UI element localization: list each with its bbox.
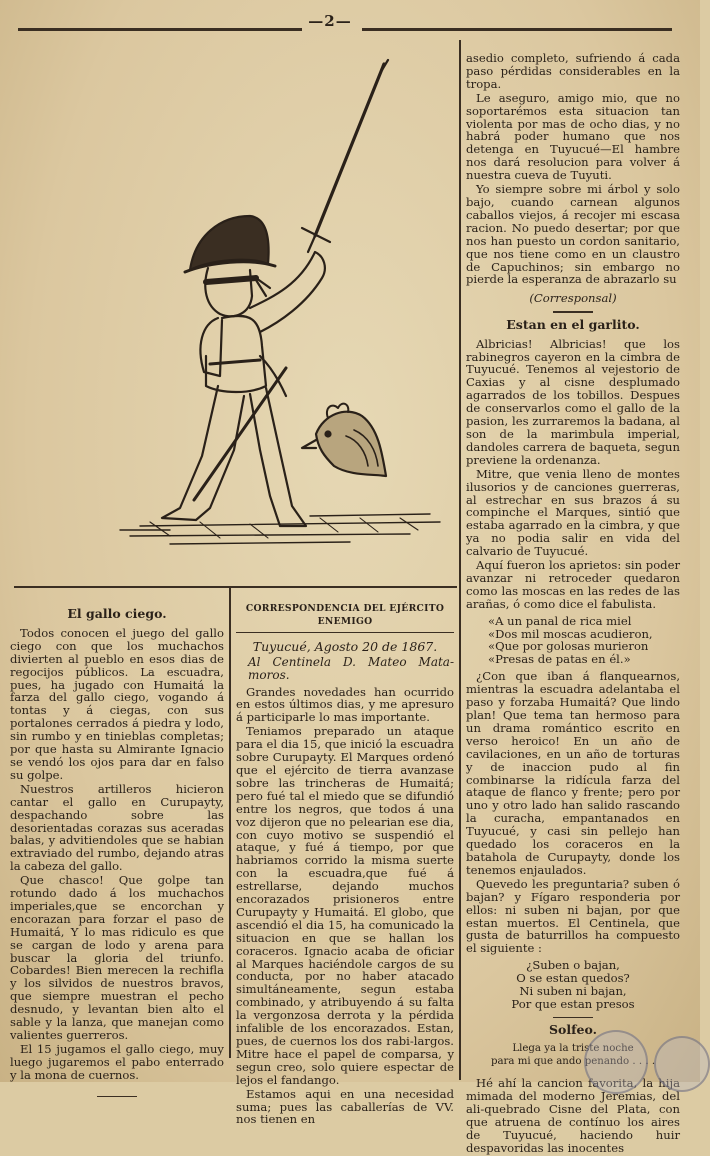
solfeo-verse	[466, 1043, 680, 1069]
verse-line: «Que por golosas murieron	[488, 639, 649, 654]
gallo-paragraph: Todos conocen el juego del gallo ciego con que los muchachos divierten al pueblo en esos dias de regocijos públicos. La escuadra, pues, ha jugado con Humaitá la farza del gallo ciego, vogando á tontas y á ciegas, con sus portalones cerrados á piedra y lodo, sin rumbo y en tinieblas completas; por que hasta su Almirante Ignacio se vendó los ojos para dar en falso su golpe.	[10, 625, 224, 782]
top-rule-left	[18, 28, 302, 31]
verse-line: «Presas de patas en él.»	[488, 652, 631, 667]
right-column-divider	[459, 40, 461, 1080]
left-leg	[162, 386, 244, 520]
verse-line: ¿Suben o bajan,	[526, 958, 620, 973]
solfeo-paragraph: Hé ahí la cancion favorita, la hija mimada del moderno Jeremias, del ali-quebrado Cisne del Plata, con que atruena de contínuo los aires de Tuyucué, haciendo huir despavoridas las inocentes	[466, 1076, 680, 1155]
right-column	[466, 52, 680, 1156]
gallo-paragraph: El 15 jugamos el gallo ciego, muy luego jugaremos el pabo enterrado y la mona de cuernos.	[10, 1041, 224, 1082]
garlito-heading: Estan en el garlito.	[506, 316, 640, 332]
verse-line: O se estan quedos?	[516, 971, 630, 986]
page-number: —2—	[308, 12, 352, 30]
lower-column-divider	[229, 588, 231, 1058]
closing-rule	[97, 1096, 137, 1098]
section-rule	[553, 311, 593, 313]
baturrillo-verse	[466, 959, 680, 1011]
verse-line: Por que estan presos	[511, 996, 635, 1011]
continuation-paragraph: Yo siempre sobre mi árbol y solo bajo, cuando carnean algunos caballos viejos, á recojer mi escasa racion. No puedo desertar; por que nos han puesto un cordon sanitario, que nos tiene como en un claustro de Capuchinos; sin embargo no pierde la esperanza de abrazarlo su	[466, 182, 680, 287]
correspondencia-paragraph: Teniamos preparado un ataque para el dia 15, que inició la escuadra sobre Curupayty. El Marques ordenó que el ejército de tierra avanzase sobre las trincheras de Humaitá; pero fué tal el miedo que se difundió entre los negros, que todos á una voz dijeron que no pelearian ese dia, con cuyo motivo se suspendió el ataque, y fué á tiempo, por que habriamos corrido la misma suerte con la escuadra,que fué á estrellarse, dejando muchos encorazados prisioneros entre Curupayty y Humaitá. El globo, que ascendió el dia 15, ha comunicado la situacion en que se hallan los coraceros. Ignacio acaba de oficiar al Marques haciéndole cargos de su conducta, por no haber atacado simultáneamente, segun estaba combinado, y atribuyendo á su falta la vergonzosa derrota y la pérdida infalible de los encorazados. Estan, pues, de cuernos los dos rabi-largos. Mitre hace el papel de comparsa, y segun creo, solo quiere espectar de lejos el fandango.	[236, 724, 454, 1087]
correspondencia-paragraph: Grandes novedades han ocurrido en estos últimos dias, y me apresuro á participarle lo mas importante.	[236, 684, 454, 725]
fable-verse	[466, 615, 680, 667]
verse-line: «Dos mil moscas acudieron,	[488, 626, 653, 641]
top-rule-right	[362, 28, 672, 31]
solfeo-heading: Solfeo.	[549, 1022, 597, 1038]
soldier-illustration	[110, 56, 455, 546]
illustration-bottom-rule	[14, 586, 457, 588]
salutation: Al Centinela D. Mateo Mata-moros.	[248, 654, 454, 682]
correspondencia-paragraph: Estamos aqui en una necesidad suma; pues las caballerías de VV. nos tienen en	[236, 1086, 454, 1127]
verse-line: para mi que ando penando . . . .	[490, 1056, 656, 1068]
verse-line: Ni suben ni bajan,	[519, 984, 627, 999]
sword-blade	[315, 64, 384, 236]
garlito-paragraph: Aquí fueron los aprietos: sin poder avanzar ni retroceder quedaron como las moscas en las redes de las arañas, ó como dice el fabulista.	[466, 558, 680, 611]
verse-line: «A un panal de rica miel	[488, 613, 632, 628]
garlito-paragraph: ¿Con que iban á flanquearnos, mientras la escuadra adelantaba el paso y forzaba Humaitá? Que lindo plan! Que tema tan hermoso para un drama romántico escrito en verso heroico! En un año de cavilaciones, en un año de torturas y de inaccion pudo al fin combinarse la ridícula farza del ataque de flanco y frente; pero por uno y otro lado han salido rascando la curacha, empantanados en Tuyucué, y casi sin pellejo han quedado los coraceros en la batahola de Curupayty, donde los tenemos enjaulados.	[466, 669, 680, 877]
library-stamp-icon	[584, 1030, 648, 1094]
gallo-paragraph: Que chasco! Que golpe tan rotundo dado á los muchachos imperiales,que se encorchan y encorazan para forzar el paso de Humaitá, Y lo mas ridiculo es que se cargan de lodo y arena para buscar la gloria del triunfo. Cobardes! Bien merecen la rechifla y los silvidos de nuestros bravos, que siempre muestran el pecho desnudo, y levantan bien alto el sable y la lanza, que manejan como valientes guerreros.	[10, 873, 224, 1042]
verse-line: Llega ya la triste noche	[512, 1043, 634, 1055]
garlito-paragraph: Mitre, que venia lleno de montes ilusorios y de canciones guerreras, al estrechar en sus brazos á su compinche el Marques, sintió que estaba agarrado en la cimbra, y que ya no podia salir en vida del calvario de Tuyucué.	[466, 466, 680, 559]
gallo-ciego-column	[10, 602, 224, 1103]
gallo-ciego-heading: El gallo ciego.	[67, 606, 167, 621]
correspondencia-column	[236, 600, 454, 1127]
library-stamp-icon	[654, 1036, 710, 1092]
gallo-paragraph: Nuestros artilleros hicieron cantar el gallo en Curupayty, despachando sobre las desorientadas corazas sus aceradas balas, y advitiendoles que se habian extraviado del rumbo, dejando atras la cabeza del gallo.	[10, 781, 224, 874]
continuation-paragraph: asedio completo, sufriendo á cada paso pérdidas considerables en la tropa.	[466, 51, 680, 91]
correspondencia-header: CORRESPONDENCIA DEL EJÉRCITO ENEMIGO	[245, 603, 445, 627]
coat	[206, 316, 266, 392]
dateline: Tuyucué, Agosto 20 de 1867.	[252, 638, 438, 654]
header-rule	[236, 632, 454, 633]
signature: (Corresponsal)	[529, 291, 617, 306]
continuation-paragraph: Le aseguro, amigo mio, que no soportarémos esta situacion tan violenta por mas de ocho dias, y no habrá poder humano que nos detenga en Tuyucué—El hambre nos dará resolucion para volver á nuestra cueva de Tuyuti.	[466, 90, 680, 183]
section-rule	[553, 1017, 593, 1019]
garlito-paragraph: Albricias! Albricias! que los rabinegros cayeron en la cimbra de Tuyucué. Tenemos al vejestorio de Caxias y al cisne desplumado agarrados de los tobillos. Despues de conservarlos como el gallo de la pasion, les zurraremos la badana, al son de la marimbula imperial, dandoles carrera de baqueta, segun previene la ordenanza.	[466, 336, 680, 467]
blindfold	[206, 278, 256, 282]
garlito-paragraph: Quevedo les preguntaria? suben ó bajan? y Fígaro responderia por ellos: ni suben ni bajan, por que estan muertos. El Centinela, que gusta de baturrillos ha compuesto el siguiente :	[466, 876, 680, 956]
rooster	[316, 412, 386, 476]
